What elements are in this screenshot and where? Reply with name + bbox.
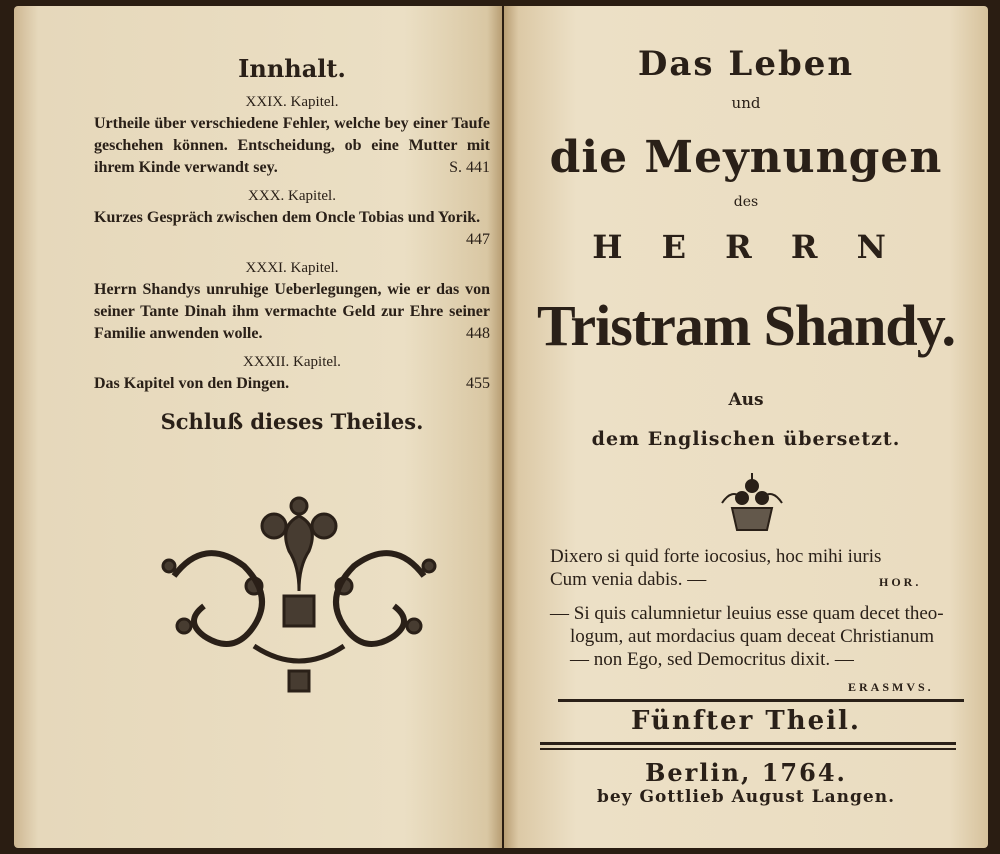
floral-ornament (154, 496, 444, 696)
entry-page: S. 441 (449, 159, 490, 176)
entry-page: 448 (466, 325, 490, 342)
chapter-heading: XXXII. Kapitel. (243, 354, 341, 370)
motto-2-line-1: — Si quis calumnietur leuius esse quam decet theo- (550, 603, 944, 624)
title-und: und (731, 94, 761, 112)
entry-text: Das Kapitel von den Dingen. (94, 375, 290, 392)
title-line-2: die Meynungen (549, 132, 943, 183)
left-page (14, 6, 502, 848)
entry-page: 447 (466, 231, 490, 248)
title-name: Tristram Shandy. (536, 293, 955, 358)
double-rule-top (540, 742, 956, 745)
aus-text: Aus (728, 390, 764, 410)
title-line-1: Das Leben (637, 44, 855, 84)
place-year: Berlin, 1764. (645, 758, 847, 787)
translated-text: dem Englischen übersetzt. (591, 428, 901, 450)
chapter-heading: XXIX. Kapitel. (245, 94, 339, 110)
closing-text: Schluß dieses Theiles. (160, 409, 424, 434)
contents-entry (94, 279, 490, 345)
flower-basket-ornament (712, 468, 792, 538)
double-rule-bottom (540, 748, 956, 750)
motto-1-line-2: Cum venia dabis. — (550, 569, 707, 590)
entry-text: Herrn Shandys unruhige Ueberlegungen, wie er das von seiner Tante Dinah ihm vermachte Geld zur Ehre seiner Familie anwenden wolle. (94, 281, 490, 342)
title-des: des (733, 194, 759, 210)
right-page (504, 6, 988, 848)
motto-2-line-2: logum, aut mordacius quam deceat Christianum (570, 626, 935, 647)
motto-2-author: ERASMVS. (848, 680, 934, 694)
contents-entry (94, 373, 490, 395)
motto-1-author: HOR. (879, 575, 922, 589)
entry-page: 455 (466, 375, 490, 392)
contents-entry (94, 207, 490, 251)
contents-heading: Innhalt. (238, 54, 346, 83)
entry-text: Kurzes Gespräch zwischen dem Oncle Tobias und Yorik. (94, 209, 481, 226)
publisher: bey Gottlieb August Langen. (596, 787, 896, 807)
chapter-heading: XXXI. Kapitel. (245, 260, 339, 276)
motto-1-line-1: Dixero si quid forte iocosius, hoc mihi iuris (550, 546, 882, 567)
motto-2-line-3: — non Ego, sed Democritus dixit. — (570, 649, 854, 670)
title-herrn: H E R R N (592, 228, 900, 266)
contents-entry (94, 113, 490, 179)
chapter-heading: XXX. Kapitel. (248, 188, 336, 204)
divider-rule (558, 699, 964, 702)
volume-title: Fünfter Theil. (631, 706, 861, 736)
entry-text: Urtheile über verschiedene Fehler, welche bey einer Taufe geschehen können. Entscheidung, ob eine Mutter mit ihrem Kinde verwandt sey. (94, 115, 490, 176)
contents-list (94, 54, 490, 434)
